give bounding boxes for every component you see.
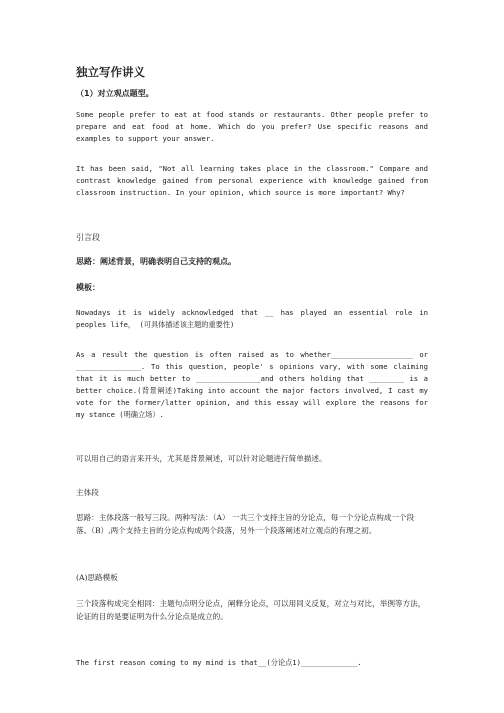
- intro-note: 可以用自己的语言来开头，尤其是背景阐述，可以针对论题进行简单描述。: [76, 454, 327, 463]
- prompt-paragraph-1: Some people prefer to eat at food stands or restaurants. Other people prefer to prepare and eat food at home. Which do you prefer? Use specific reasons and examples to support your answer.: [76, 110, 428, 143]
- approach-a-text: 三个段落构成完全相同：主题句点明分论点，阐释分论点，可以用同义反复，对立与对比，举例等方法，论证的目的是要证明为什么分论点是成立的。: [76, 599, 426, 621]
- template-paragraph-1: Nowadays it is widely acknowledged that __ has played an essential role in peoples life， (可具体描述该主题的重要性): [76, 308, 428, 329]
- body-heading: 主体段: [76, 488, 99, 497]
- template-paragraph-2: As a result the question is often raised as to whether___________________ or _______________. To this question, people' s opinions vary, with some claiming that it is much better to _______________and others holding that ________ is a better choice.(背景阐述)Taking into account the major factors involved, I cast my vote for the former/latter opinion, and this essay will explore the reasons for my stance (明确立场）.: [76, 350, 428, 419]
- template-sentence: The first reason coming to my mind is that__(分论点1)_____________.: [76, 658, 362, 667]
- intro-idea: 思路：阐述背景，明确表明自己支持的观点。: [76, 257, 236, 266]
- approach-a-heading: (A)思路模板: [76, 573, 118, 582]
- section-heading: （1）对立观点题型。: [76, 89, 154, 98]
- intro-heading: 引言段: [76, 233, 100, 242]
- prompt-paragraph-2: It has been said, "Not all learning takes place in the classroom." Compare and contrast knowledge gained from personal experience with knowledge gained from classroom instruction. In your opinion, which source is more important? Why?: [76, 164, 428, 197]
- template-label: 模板：: [76, 283, 100, 292]
- body-idea: 思路：主体段落一般写三段。两种写法：（A） 一共三个支持主旨的分论点，每一个分论点构成一个段落。（B）,两个支持主旨的分论点构成两个段落，另外一个段落阐述对立观点的有理之初。: [76, 513, 415, 535]
- page-title: 独立写作讲义: [76, 65, 145, 79]
